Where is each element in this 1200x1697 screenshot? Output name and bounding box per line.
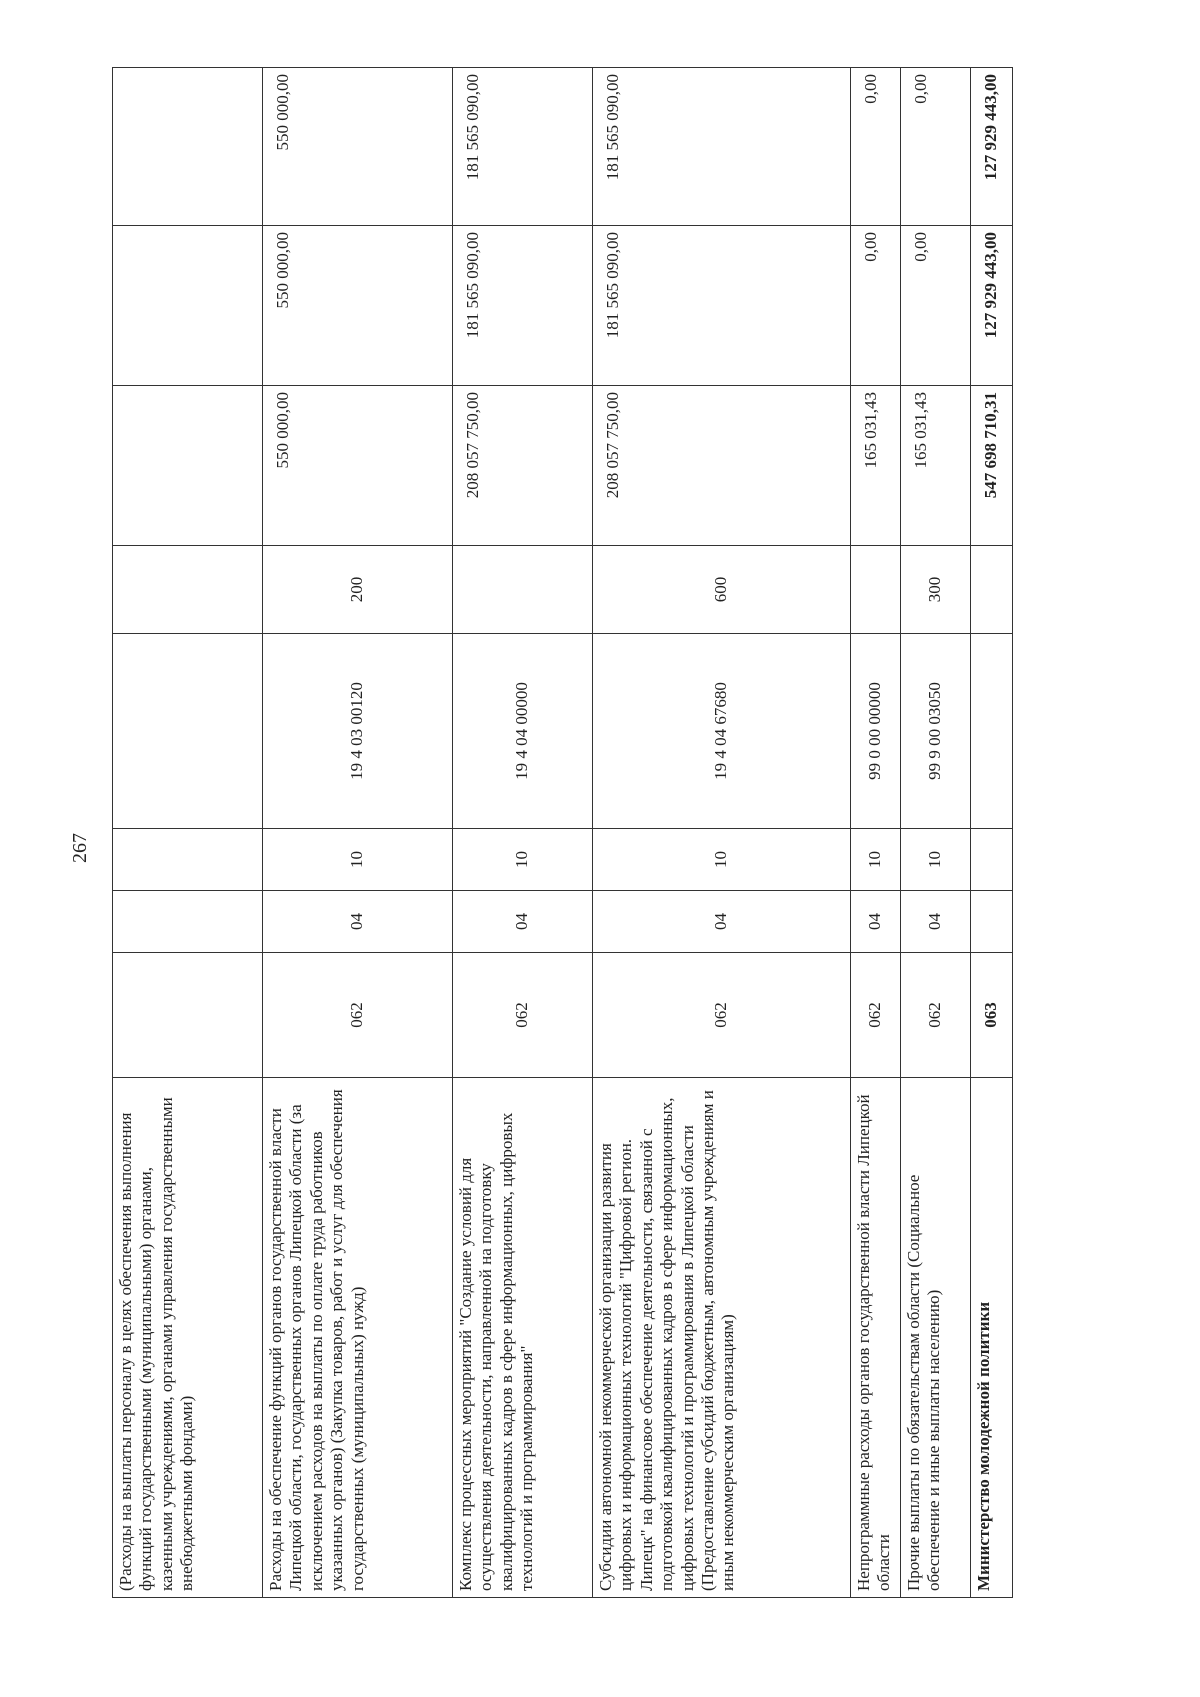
amount-1 <box>113 386 263 546</box>
expense-type-code: 200 <box>263 546 453 634</box>
subsection-code: 10 <box>851 829 901 891</box>
table-row <box>593 68 851 1598</box>
ministry-code: 062 <box>453 953 593 1078</box>
expense-type-code <box>453 546 593 634</box>
amount-2: 181 565 090,00 <box>453 226 593 386</box>
amount-2: 0,00 <box>901 226 971 386</box>
section-code <box>971 891 1013 953</box>
subsection-code: 10 <box>593 829 851 891</box>
section-code: 04 <box>851 891 901 953</box>
page-number: 267 <box>69 833 91 863</box>
subsection-code: 10 <box>901 829 971 891</box>
expense-type-code: 600 <box>593 546 851 634</box>
ministry-code: 062 <box>851 953 901 1078</box>
amount-3 <box>113 68 263 226</box>
expense-type-code: 300 <box>901 546 971 634</box>
amount-2 <box>113 226 263 386</box>
amount-3: 181 565 090,00 <box>453 68 593 226</box>
expense-type-code <box>971 546 1013 634</box>
target-article-code: 99 0 00 00000 <box>851 634 901 829</box>
amount-2: 127 929 443,00 <box>971 226 1013 386</box>
amount-2: 550 000,00 <box>263 226 453 386</box>
amount-2: 181 565 090,00 <box>593 226 851 386</box>
table-row <box>453 68 593 1598</box>
ministry-code <box>113 953 263 1078</box>
amount-1: 550 000,00 <box>263 386 453 546</box>
budget-table-container <box>112 68 1012 1598</box>
amount-3: 550 000,00 <box>263 68 453 226</box>
ministry-code: 062 <box>593 953 851 1078</box>
section-code: 04 <box>593 891 851 953</box>
row-name: Министерство молодежной политики <box>971 1078 1013 1598</box>
ministry-code: 063 <box>971 953 1013 1078</box>
amount-3: 0,00 <box>851 68 901 226</box>
amount-1: 208 057 750,00 <box>453 386 593 546</box>
amount-1: 165 031,43 <box>901 386 971 546</box>
section-code: 04 <box>263 891 453 953</box>
amount-1: 547 698 710,31 <box>971 386 1013 546</box>
subsection-code <box>113 829 263 891</box>
target-article-code <box>113 634 263 829</box>
amount-1: 208 057 750,00 <box>593 386 851 546</box>
subsection-code <box>971 829 1013 891</box>
target-article-code: 19 4 04 00000 <box>453 634 593 829</box>
row-name: Расходы на обеспечение функций органов государственной власти Липецкой области, государственных органов Липецкой области (за исключением расходов на выплаты по оплате труда работников указанных органов) (Закупка товаров, работ и услуг для обеспечения государственных (муниципальных) нужд) <box>263 1078 453 1598</box>
amount-3: 0,00 <box>901 68 971 226</box>
section-code <box>113 891 263 953</box>
row-name: Комплекс процессных мероприятий "Создание условий для осуществления деятельности, направленной на подготовку квалифицированных кадров в сфере информационных, цифровых технологий и программирования" <box>453 1078 593 1598</box>
table-row-total <box>971 68 1013 1598</box>
target-article-code <box>971 634 1013 829</box>
amount-2: 0,00 <box>851 226 901 386</box>
expense-type-code <box>113 546 263 634</box>
target-article-code: 19 4 04 67680 <box>593 634 851 829</box>
expense-type-code <box>851 546 901 634</box>
table-row <box>851 68 901 1598</box>
target-article-code: 19 4 03 00120 <box>263 634 453 829</box>
row-name: Непрограммные расходы органов государственной власти Липецкой области <box>851 1078 901 1598</box>
table-row <box>113 68 263 1598</box>
section-code: 04 <box>453 891 593 953</box>
ministry-code: 062 <box>901 953 971 1078</box>
table-row <box>901 68 971 1598</box>
section-code: 04 <box>901 891 971 953</box>
amount-1: 165 031,43 <box>851 386 901 546</box>
amount-3: 127 929 443,00 <box>971 68 1013 226</box>
row-name: Прочие выплаты по обязательствам области (Социальное обеспечение и иные выплаты населению) <box>901 1078 971 1598</box>
target-article-code: 99 9 00 03050 <box>901 634 971 829</box>
ministry-code: 062 <box>263 953 453 1078</box>
budget-table <box>112 67 1013 1598</box>
subsection-code: 10 <box>263 829 453 891</box>
amount-3: 181 565 090,00 <box>593 68 851 226</box>
subsection-code: 10 <box>453 829 593 891</box>
table-row <box>263 68 453 1598</box>
row-name: (Расходы на выплаты персоналу в целях обеспечения выполнения функций государственными (муниципальными) органами, казенными учреждениями, органами управления государственными внебюджетными фондами) <box>113 1078 263 1598</box>
row-name: Субсидии автономной некоммерческой организации развития цифровых и информационных технологий "Цифровой регион. Липецк" на финансовое обеспечение деятельности, связанной с подготовкой квалифицированных кадров в сфере информационных, цифровых технологий и программирования в Липецкой области (Предоставление субсидий бюджетным, автономным учреждениям и иным некоммерческим организациям) <box>593 1078 851 1598</box>
